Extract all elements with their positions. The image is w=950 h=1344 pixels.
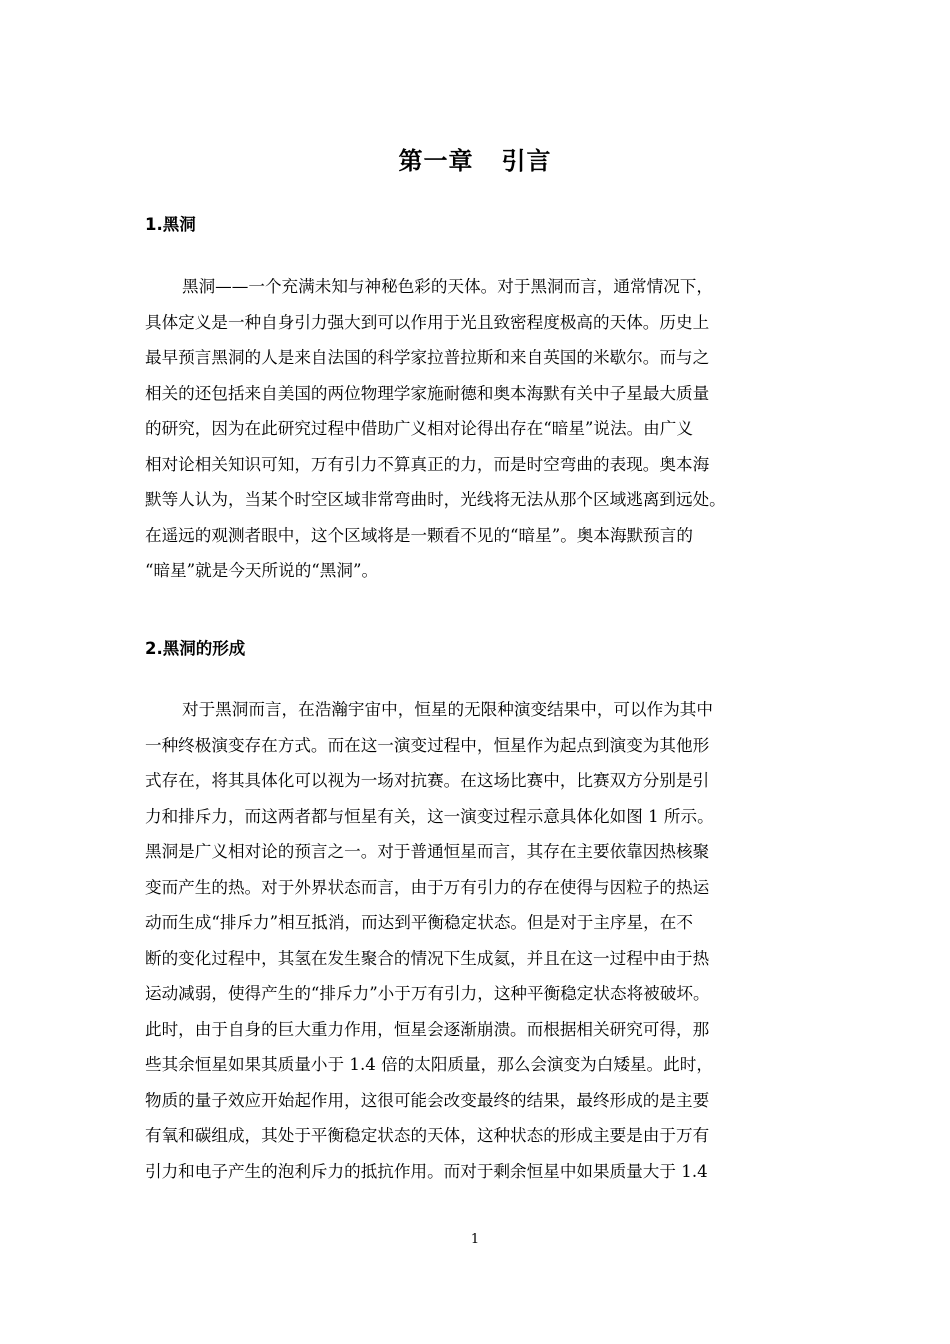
paragraph-line: 些其余恒星如果其质量小于 1.4 倍的太阳质量，那么会演变为白矮星。此时，	[145, 1055, 713, 1074]
page-number: 1	[470, 1232, 480, 1247]
paragraph-line: 物质的量子效应开始起作用，这很可能会改变最终的结果，最终形成的是主要	[145, 1090, 710, 1110]
paragraph-line: 黑洞是广义相对论的预言之一。对于普通恒星而言，其存在主要依靠因热核聚	[145, 842, 710, 861]
paragraph-line: 运动减弱，使得产生的“排斥力”小于万有引力，这种平衡稳定状态将被破坏。	[145, 984, 710, 1003]
paragraph-line: 变而产生的热。对于外界状态而言，由于万有引力的存在使得与因粒子的热运	[145, 877, 710, 897]
paragraph-line: 有氧和碳组成，其处于平衡稳定状态的天体，这种状态的形成主要是由于万有	[145, 1126, 710, 1145]
chapter-title: 第一章 引言	[398, 147, 552, 175]
paragraph-line: 默等人认为，当某个时空区域非常弯曲时，光线将无法从那个区域逃离到远处。	[145, 490, 726, 509]
paragraph-black-hole	[145, 269, 810, 589]
paragraph-black-hole-formation	[145, 692, 810, 1189]
paragraph-line: 黑洞——一个充满未知与神秘色彩的天体。对于黑洞而言，通常情况下，	[182, 277, 713, 296]
section-heading-black-hole-formation: 2.黑洞的形成	[145, 639, 246, 658]
paragraph-line: 相关的还包括来自美国的两位物理学家施耐德和奥本海默有关中子星最大质量	[145, 383, 710, 403]
paragraph-line: 在遥远的观测者眼中，这个区域将是一颗看不见的“暗星”。奥本海默预言的	[145, 525, 693, 545]
paragraph-line: 具体定义是一种自身引力强大到可以作用于光且致密程度极高的天体。历史上	[145, 312, 710, 332]
paragraph-line: 式存在，将其具体化可以视为一场对抗赛。在这场比赛中，比赛双方分别是引	[145, 771, 710, 790]
section-heading-black-hole: 1.黑洞	[145, 215, 196, 234]
paragraph-line: 引力和电子产生的泡利斥力的抵抗作用。而对于剩余恒星中如果质量大于 1.4	[145, 1161, 708, 1181]
paragraph-line: 对于黑洞而言，在浩瀚宇宙中，恒星的无限种演变结果中，可以作为其中	[182, 700, 713, 719]
paragraph-line: 动而生成“排斥力”相互抵消，而达到平衡稳定状态。但是对于主序星，在不	[145, 913, 693, 932]
paragraph-line: 的研究，因为在此研究过程中借助广义相对论得出存在“暗星”说法。由广义	[145, 419, 693, 438]
paragraph-line: “暗星”就是今天所说的“黑洞”。	[145, 561, 379, 580]
paragraph-line: 相对论相关知识可知，万有引力不算真正的力，而是时空弯曲的表现。奥本海	[145, 454, 710, 474]
paragraph-line: 此时，由于自身的巨大重力作用，恒星会逐渐崩溃。而根据相关研究可得，那	[145, 1019, 710, 1039]
paragraph-line: 断的变化过程中，其氢在发生聚合的情况下生成氦，并且在这一过程中由于热	[145, 948, 710, 968]
paragraph-line: 最早预言黑洞的人是来自法国的科学家拉普拉斯和来自英国的米歇尔。而与之	[145, 348, 710, 367]
paragraph-line: 一种终极演变存在方式。而在这一演变过程中，恒星作为起点到演变为其他形	[145, 735, 710, 755]
paragraph-line: 力和排斥力，而这两者都与恒星有关，这一演变过程示意具体化如图 1 所示。	[145, 806, 714, 826]
